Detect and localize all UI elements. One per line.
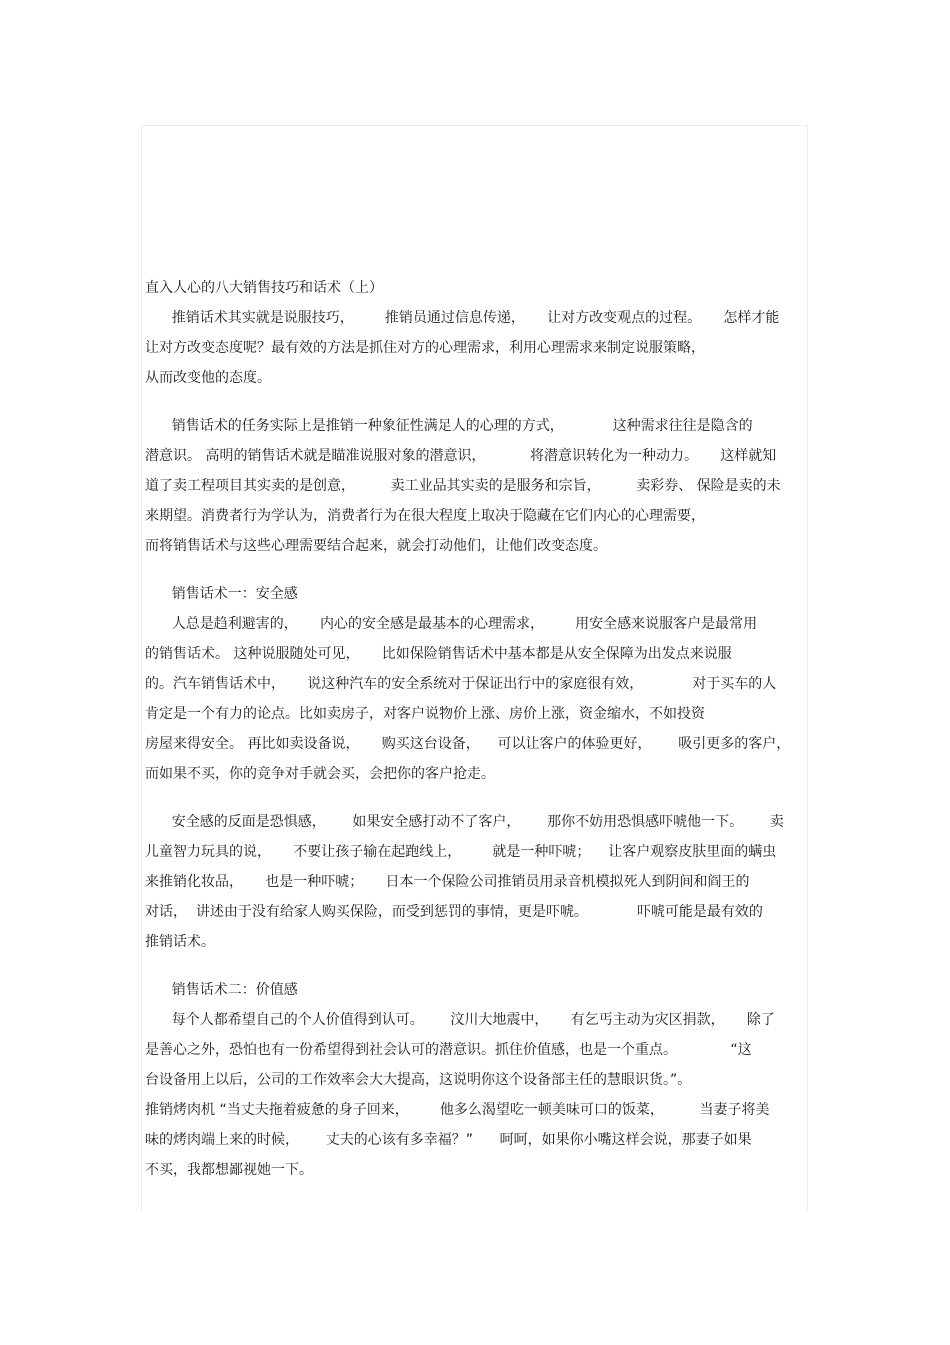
intro-line: 从而改变他的态度。 (145, 370, 271, 386)
paragraph-line: 对话， 讲述由于没有给家人购买保险，而受到惩罚的事情，更是吓唬。 吓唬可能是最有效的 (145, 904, 763, 920)
section-heading-security: 销售话术一：安全感 (145, 586, 298, 602)
paragraph-line: 推销话术。 (145, 934, 215, 950)
paragraph-line: 的。汽车销售话术中， 说这种汽车的安全系统对于保证出行中的家庭很有效， 对于买车的人 (145, 676, 777, 692)
paragraph-line: 是善心之外，恐怕也有一份希望得到社会认可的潜意识。抓住价值感，也是一个重点。 “这 (145, 1042, 752, 1058)
paragraph-line: 而将销售话术与这些心理需要结合起来，就会打动他们，让他们改变态度。 (145, 538, 607, 554)
document-body (145, 273, 805, 1185)
document-title: 直入人心的八大销售技巧和话术（上） (145, 280, 383, 296)
paragraph-line: 人总是趋利避害的， 内心的安全感是最基本的心理需求， 用安全感来说服客户是最常用 (145, 616, 758, 632)
paragraph-line: 来推销化妆品， 也是一种吓唬； 日本一个保险公司推销员用录音机模拟死人到阴间和阎王的 (145, 874, 750, 890)
paragraph-line: 房屋来得安全。 再比如卖设备说， 购买这台设备， 可以让客户的体验更好， 吸引更多的客户， (145, 736, 791, 752)
intro-line: 推销话术其实就是说服技巧， 推销员通过信息传递， 让对方改变观点的过程。 怎样才能 (145, 310, 780, 326)
paragraph-line: 儿童智力玩具的说， 不要让孩子输在起跑线上， 就是一种吓唬； 让客户观察皮肤里面的螨虫 (145, 844, 777, 860)
paragraph-line: 每个人都希望自己的个人价值得到认可。 汶川大地震中， 有乞丐主动为灾区捐款， 除了 (145, 1012, 775, 1028)
intro-line: 让对方改变态度呢？最有效的方法是抓住对方的心理需求，利用心理需求来制定说服策略， (145, 340, 705, 356)
paragraph-line: 不买，我都想鄙视她一下。 (145, 1162, 313, 1178)
paragraph-line: 道了卖工程项目其实卖的是创意， 卖工业品其实卖的是服务和宗旨， 卖彩券、 保险是卖的未 (145, 478, 781, 494)
paragraph-line: 味的烤肉端上来的时候， 丈夫的心该有多幸福？” 呵呵，如果你小嘴这样会说，那妻子如果 (145, 1132, 752, 1148)
paragraph-line: 而如果不买，你的竞争对手就会买，会把你的客户抢走。 (145, 766, 495, 782)
section-heading-value: 销售话术二：价值感 (145, 982, 298, 998)
paragraph-line: 推销烤肉机 “当丈夫拖着疲惫的身子回来， 他多么渴望吃一顿美味可口的饭菜， 当妻子将美 (145, 1102, 770, 1118)
paragraph-line: 肯定是一个有力的论点。比如卖房子，对客户说物价上涨、房价上涨，资金缩水，不如投资 (145, 706, 705, 722)
paragraph-line: 来期望。消费者行为学认为，消费者行为在很大程度上取决于隐藏在它们内心的心理需要， (145, 508, 705, 524)
paragraph-line: 潜意识。 高明的销售话术就是瞄准说服对象的潜意识， 将潜意识转化为一种动力。 这样就知 (145, 448, 777, 464)
paragraph-line: 销售话术的任务实际上是推销一种象征性满足人的心理的方式， 这种需求往往是隐含的 (145, 418, 753, 434)
paragraph-line: 安全感的反面是恐惧感， 如果安全感打动不了客户， 那你不妨用恐惧感吓唬他一下。 卖 (145, 814, 784, 830)
paragraph-line: 台设备用上以后，公司的工作效率会大大提高，这说明你这个设备部主任的慧眼识货。”。 (145, 1072, 692, 1088)
paragraph-line: 的销售话术。 这种说服随处可见， 比如保险销售话术中基本都是从安全保障为出发点来说服 (145, 646, 732, 662)
